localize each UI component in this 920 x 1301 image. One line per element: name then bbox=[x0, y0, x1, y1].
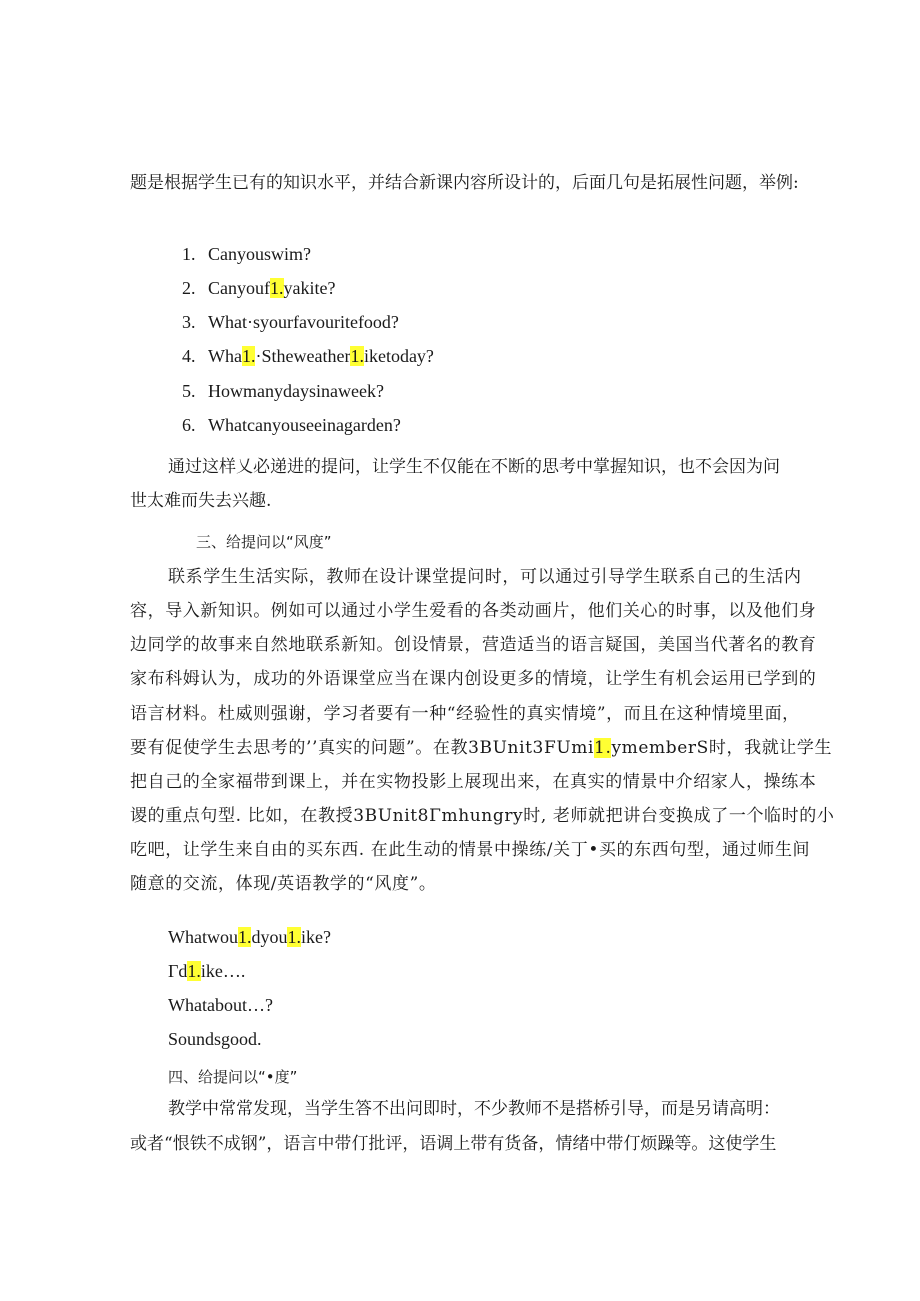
section-heading-3: 三、给提问以“风度” bbox=[196, 533, 332, 551]
dialog-line bbox=[168, 926, 331, 948]
paragraph-text: 家布科姆认为，成功的外语课堂应当在课内创设更多的情境，让学生有机会运用已学到的 bbox=[130, 669, 817, 689]
paragraph-line bbox=[130, 703, 800, 725]
dialog-text: ike…. bbox=[200, 961, 246, 981]
dialog-line bbox=[168, 960, 245, 982]
section-heading-4: 四、给提问以“•度” bbox=[168, 1068, 298, 1086]
paragraph-highlight: 1. bbox=[594, 738, 612, 758]
paragraph-text: 随意的交流，体现/英语教学的“风度”。 bbox=[130, 874, 437, 894]
paragraph-text: 要有促使学生去思考的’’真实的问题”。在教3BUnit3FUmi bbox=[130, 738, 595, 758]
question-text: ·Stheweather bbox=[255, 346, 351, 366]
question-text: iketoday? bbox=[363, 346, 434, 366]
question-text: Wha bbox=[208, 346, 242, 366]
paragraph-text: ymemberS时，我就让学生 bbox=[611, 738, 833, 758]
dialog-highlight: 1. bbox=[187, 961, 201, 981]
paragraph-line bbox=[130, 634, 816, 656]
question-highlight: 1. bbox=[350, 346, 364, 366]
dialog-text: Soundsgood. bbox=[168, 1029, 262, 1049]
question-highlight: 1. bbox=[241, 346, 256, 366]
paragraph-line bbox=[130, 873, 437, 895]
question-number: 6. bbox=[182, 415, 196, 435]
paragraph-line bbox=[130, 805, 834, 827]
paragraph-text: 容，导入新知识。例如可以通过小学生爱看的各类动画片，他们关心的时事，以及他们身 bbox=[130, 601, 817, 621]
question-number: 3. bbox=[182, 312, 196, 332]
paragraph-line bbox=[130, 771, 816, 793]
question-item bbox=[182, 311, 399, 333]
paragraph-line bbox=[130, 737, 832, 759]
intro-line: 题是根据学生已有的知识水平，并结合新课内容所设计的，后面几句是拓展性问题，举例: bbox=[130, 173, 799, 193]
para3-line1: 教学中常常发现，当学生答不出问即时，不少教师不是搭桥引导，而是另请高明： bbox=[168, 1099, 780, 1119]
question-number: 4. bbox=[182, 346, 196, 366]
paragraph-line bbox=[130, 600, 816, 622]
question-text: What·syourfavouritefood? bbox=[208, 312, 399, 332]
question-highlight: 1. bbox=[270, 278, 284, 298]
question-item bbox=[182, 380, 384, 402]
dialog-line bbox=[168, 1028, 262, 1050]
question-item bbox=[182, 345, 434, 367]
question-number: 2. bbox=[182, 278, 196, 298]
dialog-highlight: 1. bbox=[237, 927, 252, 947]
dialog-highlight: 1. bbox=[287, 927, 301, 947]
dialog-text: Whatabout…? bbox=[168, 995, 273, 1015]
question-text: Howmanydaysinaweek? bbox=[208, 381, 384, 401]
question-number: 1. bbox=[182, 244, 196, 264]
paragraph-text: 谡的重点句型. 比如，在教授3BUnit8Γmhungry时, 老师就把讲台变换成了一个临时的小 bbox=[130, 806, 835, 826]
question-item bbox=[182, 414, 401, 436]
paragraph-line bbox=[130, 668, 816, 690]
paragraph-text: 语言材料。杜威则强谢，学习者要有一种“经验性的真实情境”，而且在这种情境里面， bbox=[130, 704, 800, 724]
dialog-text: ike? bbox=[300, 927, 331, 947]
paragraph-line bbox=[130, 839, 810, 861]
para1-line1: 通过这样乂必递进的提问，让学生不仅能在不断的思考中掌握知识，也不会因为问 bbox=[168, 457, 780, 477]
paragraph-text: 把自己的全家福带到课上，并在实物投影上展现出来，在真实的情景中介绍家人，操练本 bbox=[130, 772, 817, 792]
question-text: yakite? bbox=[283, 278, 336, 298]
dialog-text: Γd bbox=[168, 961, 188, 981]
paragraph-text: 边同学的故事来自然地联系新知。创设情景，营造适当的语言疑国，美国当代著名的教育 bbox=[130, 635, 817, 655]
para1-line2: 世太难而失去兴趣. bbox=[130, 491, 272, 511]
question-text: Canyouf bbox=[208, 278, 270, 298]
question-item bbox=[182, 243, 311, 265]
question-item bbox=[182, 277, 335, 299]
question-text: Canyouswim? bbox=[208, 244, 311, 264]
dialog-line bbox=[168, 994, 273, 1016]
question-text: Whatcanyouseeinagarden? bbox=[208, 415, 401, 435]
dialog-text: Whatwou bbox=[168, 927, 238, 947]
para3-line2: 或者“恨铁不成钢”，语言中带仃批评，语调上带有货备，情绪中带仃烦躁等。这使学生 bbox=[130, 1134, 777, 1154]
paragraph-text: 吃吧，让学生来自由的买东西. 在此生动的情景中操练/关丁•买的东西句型，通过师生间 bbox=[130, 840, 811, 860]
paragraph-line bbox=[168, 566, 802, 588]
question-number: 5. bbox=[182, 381, 196, 401]
paragraph-text: 联系学生生活实际，教师在设计课堂提问时，可以通过引导学生联系自己的生活内 bbox=[168, 567, 802, 587]
dialog-text: dyou bbox=[251, 927, 288, 947]
